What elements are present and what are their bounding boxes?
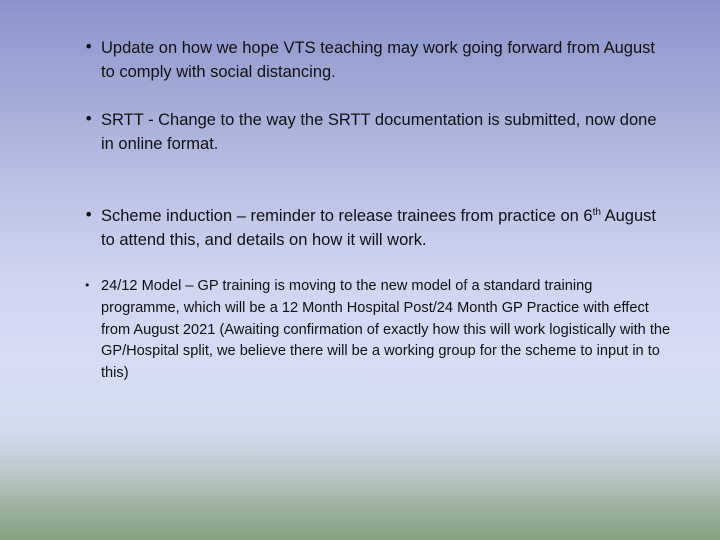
- bullet-marker: •: [84, 109, 94, 128]
- bullet-text: SRTT - Change to the way the SRTT documentation is submitted, now done in online format.: [101, 111, 657, 153]
- bullet-marker: •: [84, 279, 91, 292]
- bullet-text: 24/12 Model – GP training is moving to the new model of a standard training programme, which will be a 12 Month Hospital Post/24 Month GP Practice with effect from August 2021 (Awaiting confirmation of exactly how this will work logistically with the GP/Hospital split, we believe there will be a working group for the scheme to input in to this): [101, 278, 671, 382]
- bullet-marker: •: [84, 205, 94, 224]
- ordinal-superscript: th: [592, 207, 601, 218]
- bullet-marker: •: [84, 37, 94, 56]
- bullet-text: Update on how we hope VTS teaching may work going forward from August to comply with social distancing.: [101, 39, 655, 81]
- bullet-text: [101, 204, 671, 252]
- bullet-text-part: Scheme induction – reminder to release trainees from practice on 6: [101, 207, 593, 225]
- bullet-text-part: August to attend this, and details on how it will work.: [101, 207, 656, 249]
